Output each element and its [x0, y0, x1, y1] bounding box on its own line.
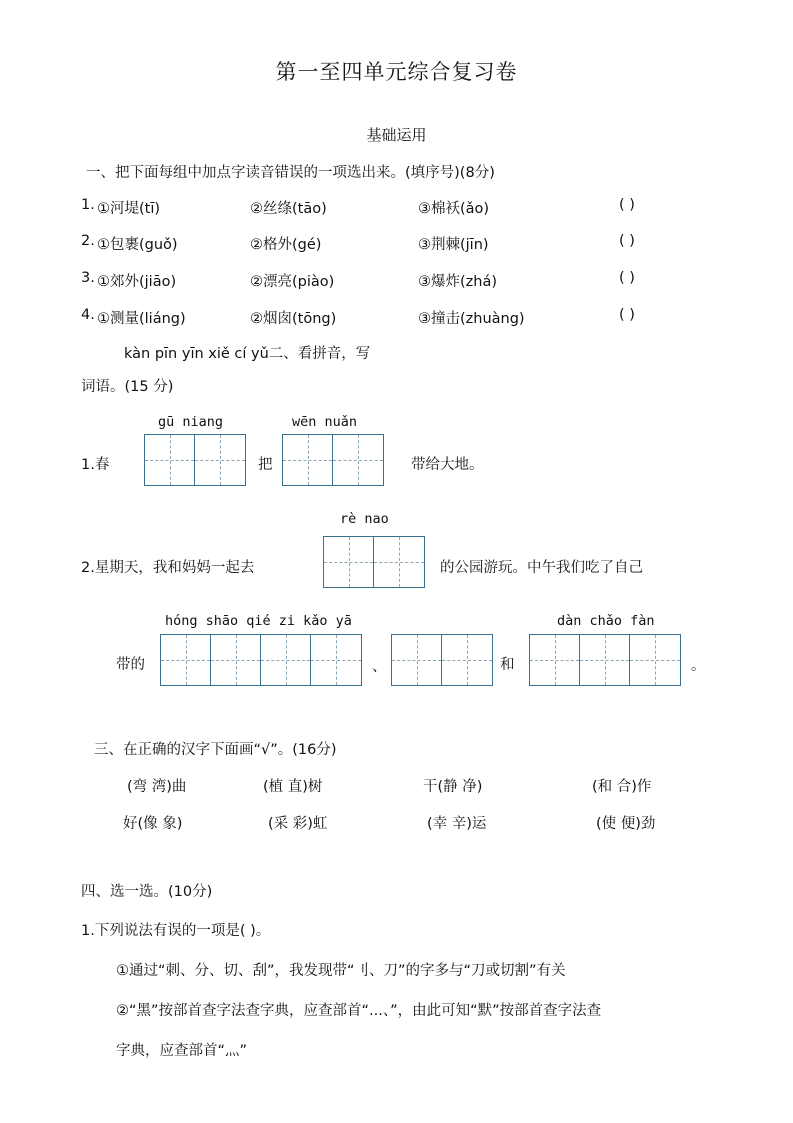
writing-cell[interactable] [333, 435, 383, 485]
q2-s1-prefix: 1.春 [81, 457, 110, 473]
q4-item-1: 1.下列说法有误的一项是( )。 [81, 923, 271, 939]
q2-s3-writing-grid-3[interactable] [529, 634, 681, 686]
q2-s1-suffix: 带给大地。 [411, 457, 484, 473]
q2-s1-mid: 把 [258, 457, 273, 473]
q2-s1-pinyin-1: gū niang [158, 414, 224, 430]
q1-row-1-num: 1. [81, 197, 95, 213]
q2-s3-pinyin-3: dàn chǎo fàn [557, 613, 655, 629]
writing-cell[interactable] [283, 435, 333, 485]
writing-cell[interactable] [261, 635, 311, 685]
q2-s3-writing-grid-1[interactable] [160, 634, 362, 686]
q1-row-1-option-b: ②丝绦(tāo) [250, 201, 327, 217]
q1-row-3-num: 3. [81, 270, 95, 286]
q1-row-3-option-b: ②漂亮(piào) [250, 274, 335, 290]
q2-heading-line2: 词语。(15 分) [81, 379, 174, 395]
q1-row-4-option-c: ③撞击(zhuàng) [418, 311, 525, 327]
q3-row2-item-1[interactable]: 好(像 象) [123, 816, 183, 832]
writing-cell[interactable] [211, 635, 261, 685]
q4-item-1-option-2-line-2[interactable]: 字典，应查部首“灬” [116, 1043, 248, 1059]
q2-s3-writing-grid-2[interactable] [391, 634, 493, 686]
q1-heading: 一、把下面每组中加点字读音错误的一项选出来。(填序号)(8分) [86, 165, 495, 181]
writing-cell[interactable] [392, 635, 442, 685]
q2-s3-pinyin-1: hóng shāo qié zi kǎo yā [165, 613, 352, 629]
q1-row-2-option-a: ①包裹(guǒ) [97, 237, 178, 253]
q1-row-3-option-a: ①郊外(jiāo) [97, 274, 177, 290]
q3-row2-item-2[interactable]: (采 彩)虹 [268, 816, 328, 832]
q2-s2-suffix: 的公园游玩。中午我们吃了自己 [440, 560, 643, 576]
q2-s3-separator-2: 和 [500, 657, 515, 673]
q2-s1-writing-grid-2[interactable] [282, 434, 384, 486]
q1-row-4-option-b: ②烟囱(tōng) [250, 311, 337, 327]
q1-row-1-option-c: ③棉袄(ǎo) [418, 201, 490, 217]
q3-row2-item-3[interactable]: (幸 辛)运 [427, 816, 487, 832]
q1-row-2-option-c: ③荆棘(jīn) [418, 237, 489, 253]
writing-cell[interactable] [161, 635, 211, 685]
q2-s3-end: 。 [691, 658, 706, 674]
q3-row1-item-2[interactable]: (植 直)树 [263, 779, 323, 795]
q1-row-2-option-b: ②格外(gé) [250, 237, 322, 253]
q2-s1-writing-grid-1[interactable] [144, 434, 246, 486]
q1-row-1-option-a: ①河堤(tī) [97, 201, 161, 217]
writing-cell[interactable] [324, 537, 374, 587]
q2-s2-prefix: 2.星期天，我和妈妈一起去 [81, 560, 255, 576]
q2-s2-pinyin-1: rè nao [340, 511, 389, 527]
q3-row1-item-4[interactable]: (和 合)作 [592, 779, 652, 795]
q3-row1-item-1[interactable]: (弯 湾)曲 [127, 779, 187, 795]
q3-heading: 三、在正确的汉字下面画“√”。(16分) [94, 742, 337, 758]
section-heading-basic: 基础运用 [366, 126, 427, 144]
q1-row-4-answer-blank[interactable]: ( ) [619, 307, 635, 323]
q2-s3-prefix: 带的 [116, 657, 145, 673]
writing-cell[interactable] [195, 435, 245, 485]
q2-s1-pinyin-2: wēn nuǎn [292, 414, 358, 430]
q2-s2-writing-grid-1[interactable] [323, 536, 425, 588]
writing-cell[interactable] [530, 635, 580, 685]
q4-item-1-option-1[interactable]: ①通过“刺、分、切、刮”，我发现带“刂、刀”的字多与“刀或切割”有关 [116, 963, 566, 979]
writing-cell[interactable] [442, 635, 492, 685]
q2-heading-line1: kàn pīn yīn xiě cí yǔ二、看拼音，写 [124, 346, 371, 362]
q3-row2-item-4[interactable]: (使 便)劲 [596, 816, 656, 832]
q1-row-4-num: 4. [81, 307, 95, 323]
q4-item-1-option-2-line-1[interactable]: ②“黑”按部首查字法查字典，应查部首“...、”，由此可知“默”按部首查字法查 [116, 1003, 602, 1019]
q1-row-4-option-a: ①测量(liáng) [97, 311, 186, 327]
q1-row-2-answer-blank[interactable]: ( ) [619, 233, 635, 249]
writing-cell[interactable] [311, 635, 361, 685]
q1-row-3-option-c: ③爆炸(zhá) [418, 274, 497, 290]
writing-cell[interactable] [145, 435, 195, 485]
q1-row-3-answer-blank[interactable]: ( ) [619, 270, 635, 286]
q2-s3-separator-1: 、 [372, 659, 387, 675]
writing-cell[interactable] [580, 635, 630, 685]
q3-row1-item-3[interactable]: 干(静 净) [423, 779, 483, 795]
writing-cell[interactable] [374, 537, 424, 587]
q4-heading: 四、选一选。(10分) [81, 884, 213, 900]
q1-row-1-answer-blank[interactable]: ( ) [619, 197, 635, 213]
page-title: 第一至四单元综合复习卷 [275, 60, 518, 84]
writing-cell[interactable] [630, 635, 680, 685]
q1-row-2-num: 2. [81, 233, 95, 249]
